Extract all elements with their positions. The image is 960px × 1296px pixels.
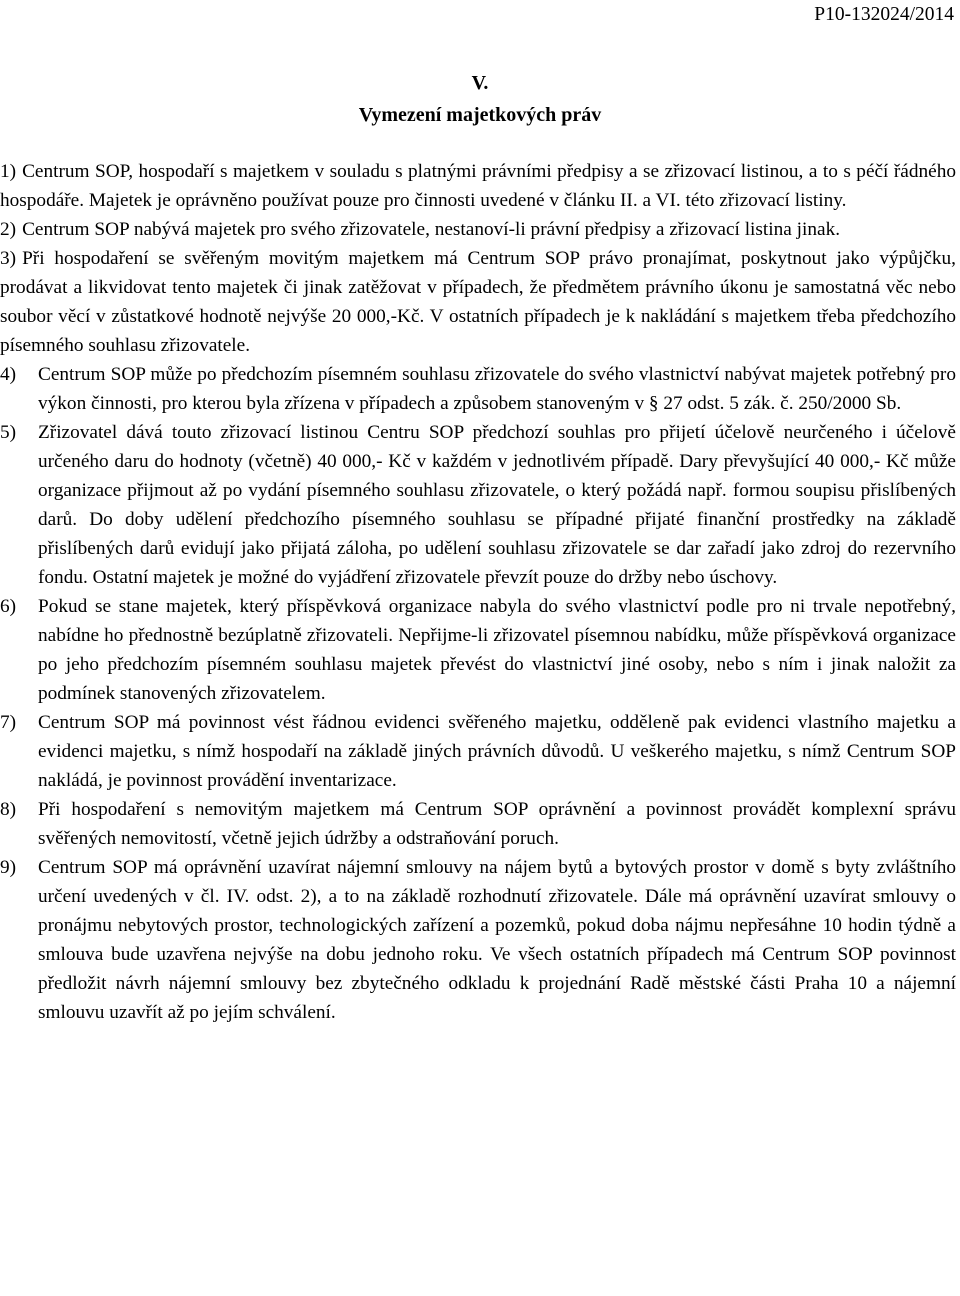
item-text: Při hospodaření s nemovitým majetkem má Centrum SOP oprávnění a povinnost provádět komplexní správu svěřených nemovitostí, včetně jejich údržby a odstraňování poruch. (38, 799, 956, 849)
item-text: Pokud se stane majetek, který příspěvková organizace nabyla do svého vlastnictví podle pro ni trvale nepotřebný, nabídne ho přednostně bezúplatně zřizovateli. Nepřijme-li zřizovatel písemnou nabídku, může příspěvková organizace po jeho předchozím písemném souhlasu majetek převést do vlastnictví jiné osoby, nebo s ním i jinak naložit za podmínek stanovených zřizovatelem. (38, 596, 956, 704)
item-number: 7) (0, 712, 17, 733)
item-text: Centrum SOP, hospodaří s majetkem v souladu s platnými právními předpisy a se zřizovací listinou, a to s péčí řádného hospodáře. Majetek je oprávněno používat pouze pro činnosti uvedené v článku II. a VI. této zřizovací listiny. (0, 161, 956, 211)
list-item (0, 795, 956, 853)
section-title: Vymezení majetkových práv (358, 104, 602, 126)
item-number: 3) (0, 248, 17, 269)
item-number: 1) (0, 161, 17, 182)
list-item (0, 853, 956, 1027)
list-item (0, 244, 956, 360)
list-item (0, 215, 956, 244)
item-number: 5) (0, 422, 17, 443)
list-item (0, 360, 956, 418)
item-text: Centrum SOP může po předchozím písemném souhlasu zřizovatele do svého vlastnictví nabývat majetek potřebný pro výkon činnosti, pro kterou byla zřízena v případech a způsobem stanoveným v § 27 odst. 5 zák. č. 250/2000 Sb. (38, 364, 956, 414)
item-number: 2) (0, 219, 17, 240)
item-number: 9) (0, 857, 17, 878)
list-item (0, 418, 956, 592)
item-number: 6) (0, 596, 17, 617)
item-text: Centrum SOP má oprávnění uzavírat nájemní smlouvy na nájem bytů a bytových prostor v domě s byty zvláštního určení uvedených v čl. IV. odst. 2), a to na základě rozhodnutí zřizovatele. Dále má oprávnění uzavírat smlouvy o pronájmu nebytových prostor, technologických zařízení a pozemků, pokud doba nájmu nepřesáhne 10 hodin týdně a smlouva bude uzavřena nejvýše na dobu jednoho roku. Ve všech ostatních případech má Centrum SOP povinnost předložit návrh nájemní smlouvy bez zbytečného odkladu k projednání Radě městské části Praha 10 a nájemní smlouvu uzavřít až po jejím schválení. (38, 857, 956, 1023)
item-text: Zřizovatel dává touto zřizovací listinou Centru SOP předchozí souhlas pro přijetí účelově neurčeného i účelově určeného daru do hodnoty (včetně) 40 000,- Kč v každém v jednotlivém případě. Dary převyšující 40 000,- Kč může organizace přijmout až po vydání písemného souhlasu zřizovatele, o který požádá např. formou soupisu přislíbených darů. Do doby udělení předchozího písemného souhlasu se případné přijaté finanční prostředky na základě přislíbených darů evidují jako přijatá záloha, po udělení souhlasu zřizovatele se dar zařadí jako zdroj do rezervního fondu. Ostatní majetek je možné do vyjádření zřizovatele převzít pouze do držby nebo úschovy. (38, 422, 956, 588)
item-text: Centrum SOP má povinnost vést řádnou evidenci svěřeného majetku, odděleně pak evidenci vlastního majetku a evidenci majetku, s nímž hospodaří na základě jiných právních důvodů. U veškerého majetku, s nímž Centrum SOP nakládá, je povinnost provádění inventarizace. (38, 712, 956, 791)
list-item (0, 708, 956, 795)
item-number: 8) (0, 799, 17, 820)
item-text: Centrum SOP nabývá majetek pro svého zřizovatele, nestanoví-li právní předpisy a zřizovací listina jinak. (22, 219, 841, 240)
document-id: P10-132024/2014 (814, 4, 954, 25)
item-number: 4) (0, 364, 17, 385)
item-text: Při hospodaření se svěřeným movitým majetkem má Centrum SOP právo pronajímat, poskytnout jako výpůjčku, prodávat a likvidovat tento majetek či jinak zatěžovat v případech, že předmětem právního úkonu je samostatná věc nebo soubor věcí v zůstatkové hodnotě nejvýše 20 000,-Kč. V ostatních případech je k nakládání s majetkem třeba předchozího písemného souhlasu zřizovatele. (0, 248, 956, 356)
section-number: V. (471, 72, 489, 94)
list-item (0, 592, 956, 708)
list-item (0, 157, 956, 215)
provisions-list (0, 157, 956, 1027)
